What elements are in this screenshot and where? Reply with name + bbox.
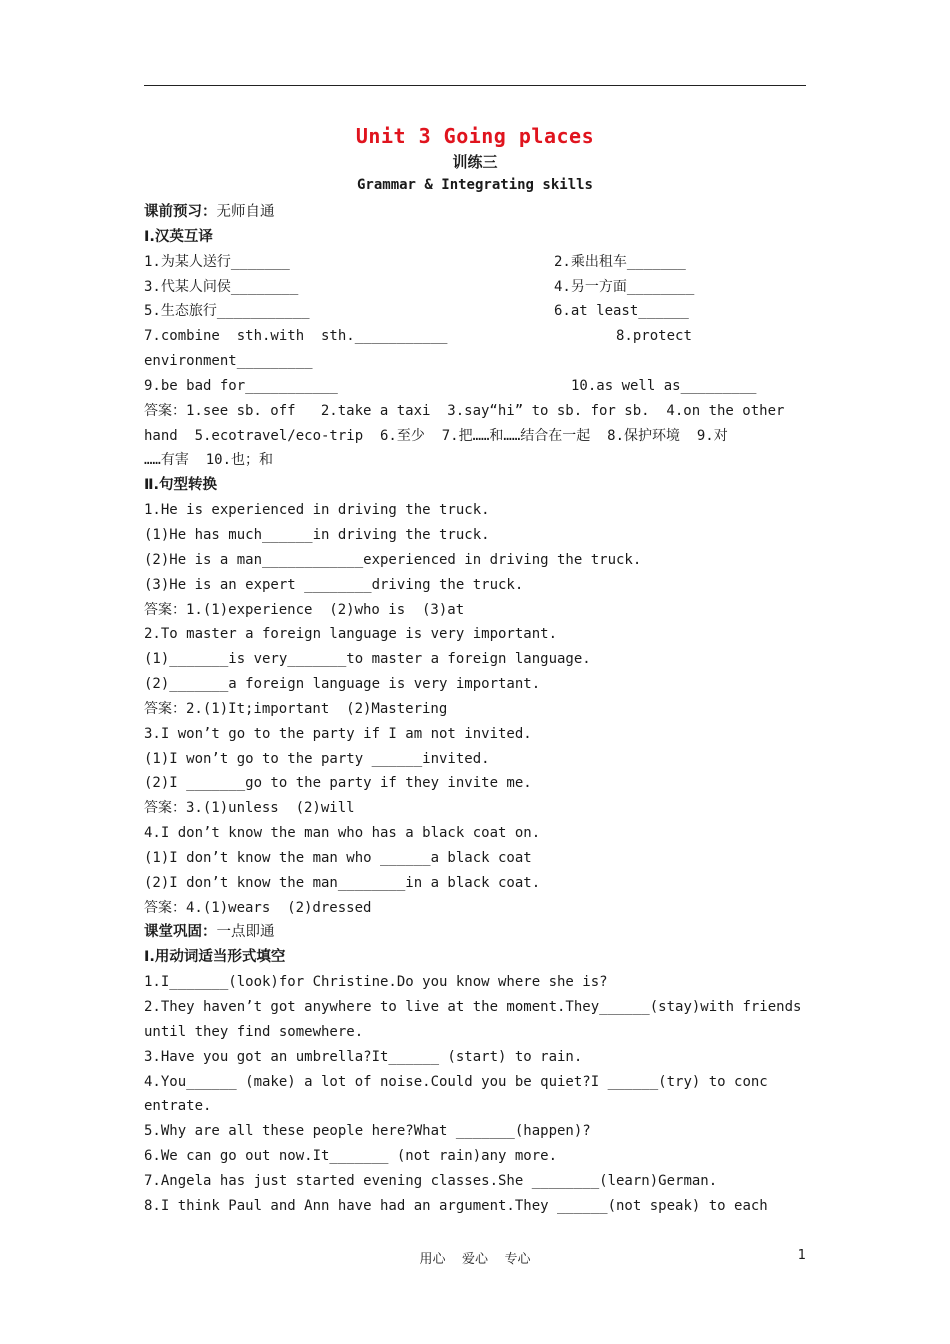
- part2-heading: Ⅱ.句型转换: [144, 477, 218, 494]
- question-line: 8.I think Paul and Ann have had an argument.They ______(not speak) to each: [144, 1197, 768, 1214]
- document-body: [144, 200, 806, 1219]
- answer-line: hand 5.ecotravel/eco-trip 6.至少 7.把……和……结合在一起 8.保护环境 9.对: [144, 427, 728, 444]
- exercise-line: (2)_______a foreign language is very important.: [144, 676, 541, 693]
- question-line: 2.They haven’t got anywhere to live at the moment.They______(stay)with friends: [144, 999, 802, 1015]
- exercise-line: 3.I won’t go to the party if I am not invited.: [144, 725, 532, 742]
- question-line: 4.You______ (make) a lot of noise.Could you be quiet?I ______(try) to conc: [144, 1073, 768, 1090]
- preview-heading: 课前预习：无师自通: [144, 204, 275, 220]
- header-rule: [144, 85, 806, 86]
- translation-row-7-cont: environment_________: [144, 353, 313, 370]
- question-line: 1.I_______(look)for Christine.Do you know where she is?: [144, 974, 608, 991]
- training-subtitle: 训练三: [452, 153, 498, 171]
- part1-heading: Ⅰ.汉英互译: [144, 228, 213, 245]
- exercise-line: (2)He is a man____________experienced in driving the truck.: [144, 551, 642, 568]
- part3-heading: Ⅰ.用动词适当形式填空: [144, 949, 286, 966]
- translation-row-7: 7.combine sth.with sth.___________ 8.protect: [144, 328, 692, 345]
- answer-line: 答案：1.see sb. off 2.take a taxi 3.say“hi” to sb. for sb. 4.on the other: [144, 402, 785, 419]
- question-line: 3.Have you got an umbrella?It______ (start) to rain.: [144, 1048, 583, 1065]
- exercise-line: (1)I won’t go to the party ______invited.: [144, 750, 490, 767]
- exercise-line: 1.He is experienced in driving the truck.: [144, 502, 490, 519]
- answer-line: 答案：3.(1)unless (2)will: [144, 800, 355, 817]
- exercise-line: (2)I _______go to the party if they invite me.: [144, 775, 532, 792]
- exercise-line: (1)I don’t know the man who ______a black coat: [144, 849, 532, 866]
- translation-row: 1.为某人送行_______ 2.乘出租车_______: [144, 253, 686, 270]
- exercise-line: 4.I don’t know the man who has a black coat on.: [144, 825, 541, 842]
- question-line: 5.Why are all these people here?What _______(happen)?: [144, 1123, 591, 1140]
- answer-line: 答案：1.(1)experience (2)who is (3)at: [144, 601, 465, 618]
- answer-line: 答案：2.(1)It;important (2)Mastering: [144, 700, 448, 717]
- exercise-line: (1)_______is very_______to master a foreign language.: [144, 651, 591, 668]
- answer-line: 答案：4.(1)wears (2)dressed: [144, 899, 372, 916]
- exercise-line: (1)He has much______in driving the truck.: [144, 526, 490, 543]
- footer-motto: 用心 爱心 专心: [419, 1252, 531, 1267]
- exercise-line: (3)He is an expert ________driving the truck.: [144, 576, 524, 593]
- page-number: 1: [797, 1248, 806, 1263]
- translation-row: 5.生态旅行___________ 6.at least______: [144, 303, 689, 320]
- translation-row-9: 9.be bad for___________ 10.as well as_________: [144, 377, 757, 394]
- answer-line: ……有害 10.也；和: [144, 452, 274, 469]
- question-line: entrate.: [144, 1098, 212, 1115]
- section-subtitle: Grammar & Integrating skills: [356, 177, 593, 193]
- question-line: until they find somewhere.: [144, 1023, 364, 1040]
- question-line: 7.Angela has just started evening classes.She ________(learn)German.: [144, 1172, 718, 1189]
- classwork-heading: 课堂巩固：一点即通: [144, 924, 275, 941]
- unit-title: Unit 3 Going places: [355, 124, 595, 148]
- translation-row: 3.代某人问侯________ 4.另一方面________: [144, 278, 695, 295]
- exercise-line: 2.To master a foreign language is very important.: [144, 626, 558, 643]
- question-line: 6.We can go out now.It_______ (not rain)any more.: [144, 1148, 558, 1165]
- exercise-line: (2)I don’t know the man________in a black coat.: [144, 874, 541, 891]
